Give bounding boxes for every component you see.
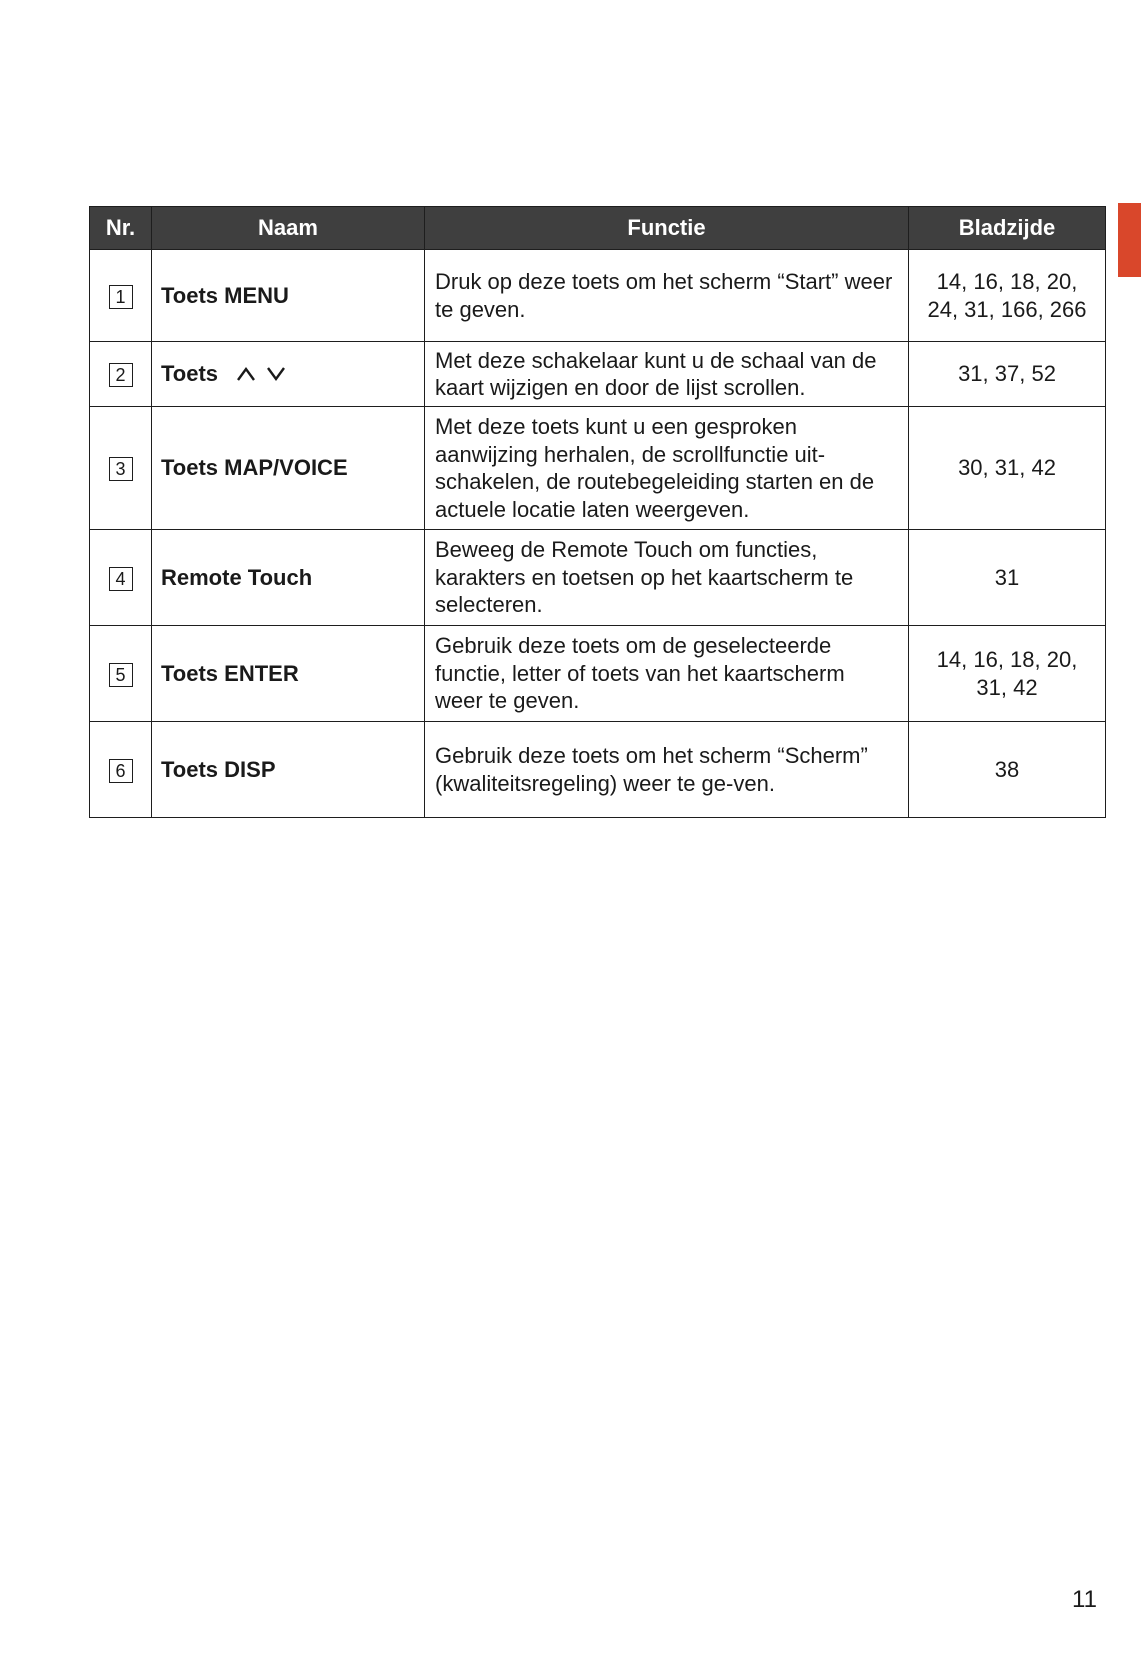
row-name: Toets ENTER	[152, 626, 425, 722]
row-name-cell	[152, 342, 425, 407]
table-row	[90, 530, 1106, 626]
header-function: Functie	[425, 207, 909, 250]
page-number: 11	[1072, 1586, 1097, 1613]
row-number: 1	[109, 285, 133, 309]
row-number-cell	[90, 342, 152, 407]
row-name: Toets MAP/VOICE	[152, 407, 425, 530]
row-function: Gebruik deze toets om het scherm “Scherm” (kwaliteitsregeling) weer te ge-ven.	[425, 722, 909, 818]
header-pages: Bladzijde	[909, 207, 1106, 250]
row-number: 3	[109, 457, 133, 481]
row-name: Toets MENU	[152, 250, 425, 342]
row-number-cell	[90, 626, 152, 722]
row-pages: 14, 16, 18, 20, 31, 42	[909, 626, 1106, 722]
row-pages: 31, 37, 52	[909, 342, 1106, 407]
row-name: Toets	[161, 360, 219, 386]
chevron-up-icon	[236, 361, 256, 389]
row-pages: 30, 31, 42	[909, 407, 1106, 530]
row-function: Met deze toets kunt u een gesproken aanwijzing herhalen, de scrollfunctie uit-schakelen, de routebegeleiding starten en de actuele locatie laten weergeven.	[425, 407, 909, 530]
table-row	[90, 342, 1106, 407]
table-header-row	[90, 207, 1106, 250]
header-nr: Nr.	[90, 207, 152, 250]
row-number-cell	[90, 722, 152, 818]
row-function: Met deze schakelaar kunt u de schaal van de kaart wijzigen en door de lijst scrollen.	[425, 342, 909, 407]
row-number: 5	[109, 663, 133, 687]
row-pages: 14, 16, 18, 20, 24, 31, 166, 266	[909, 250, 1106, 342]
table-row	[90, 626, 1106, 722]
chevron-down-icon	[266, 361, 286, 389]
row-function: Druk op deze toets om het scherm “Start” weer te geven.	[425, 250, 909, 342]
table-row	[90, 722, 1106, 818]
table-row	[90, 407, 1106, 530]
row-number-cell	[90, 250, 152, 342]
row-pages: 31	[909, 530, 1106, 626]
row-number: 4	[109, 567, 133, 591]
row-name: Toets DISP	[152, 722, 425, 818]
row-pages: 38	[909, 722, 1106, 818]
table-row	[90, 250, 1106, 342]
row-number: 6	[109, 759, 133, 783]
row-function: Beweeg de Remote Touch om functies, karakters en toetsen op het kaartscherm te selecteren.	[425, 530, 909, 626]
row-function: Gebruik deze toets om de geselecteerde functie, letter of toets van het kaartscherm weer te geven.	[425, 626, 909, 722]
row-number: 2	[109, 363, 133, 387]
row-number-cell	[90, 530, 152, 626]
section-tab-marker	[1118, 203, 1141, 277]
header-name: Naam	[152, 207, 425, 250]
row-name: Remote Touch	[152, 530, 425, 626]
row-number-cell	[90, 407, 152, 530]
controls-table	[89, 206, 1106, 818]
